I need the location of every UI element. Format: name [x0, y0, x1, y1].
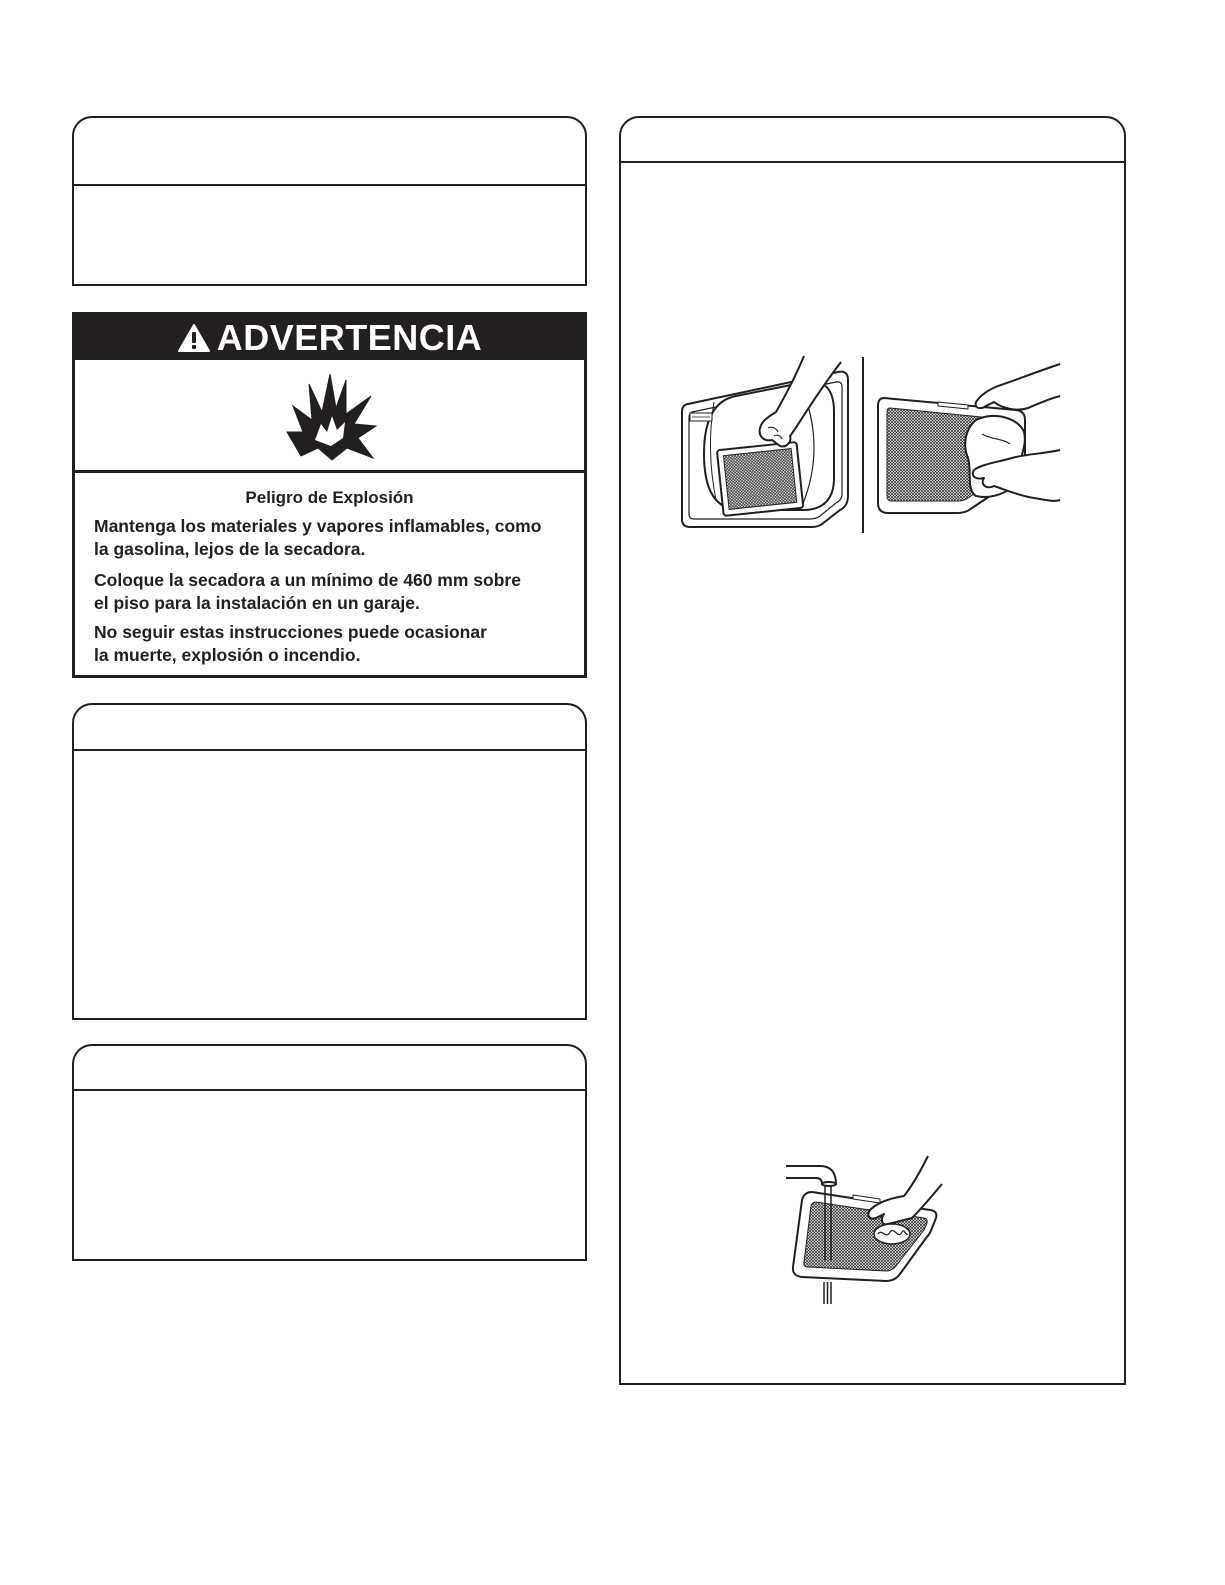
hand: [976, 364, 1060, 410]
lint-screen-wash-illustration: [780, 1150, 950, 1310]
lint-screen-illustration-pair: [676, 350, 1068, 540]
hazard-symbol-area: [75, 360, 584, 473]
warning-title: ADVERTENCIA: [216, 317, 483, 358]
warning-line: Mantenga los materiales y vapores inflamables, como: [94, 516, 542, 536]
warning-paragraph: [94, 569, 521, 615]
brush: [874, 1224, 910, 1244]
warning-line: Coloque la secadora a un mínimo de 460 mm sobre: [94, 570, 521, 590]
model-label: [690, 413, 712, 421]
warning-header: [75, 315, 584, 360]
section-box-header: [74, 705, 585, 751]
warning-line: la muerte, explosión o incendio.: [94, 645, 361, 665]
section-box-header: [74, 1046, 585, 1091]
warning-paragraph: [94, 515, 541, 561]
section-box-header: [74, 118, 585, 186]
section-box-bottom-left: [72, 1044, 587, 1261]
warning-panel: [72, 312, 587, 678]
section-box-middle-left: [72, 703, 587, 1020]
section-box-header: [621, 118, 1124, 163]
faucet: [786, 1166, 836, 1186]
lint-screen: [717, 442, 803, 516]
section-box-top-left: [72, 116, 587, 286]
explosion-icon: [285, 372, 377, 462]
warning-line: la gasolina, lejos de la secadora.: [94, 539, 366, 559]
warning-paragraph: [94, 621, 487, 667]
warning-line: No seguir estas instrucciones puede ocasionar: [94, 622, 487, 642]
warning-line: el piso para la instalación en un garaje.: [94, 593, 420, 613]
warning-triangle-icon: [177, 323, 211, 353]
hazard-title: Peligro de Explosión: [245, 488, 414, 507]
